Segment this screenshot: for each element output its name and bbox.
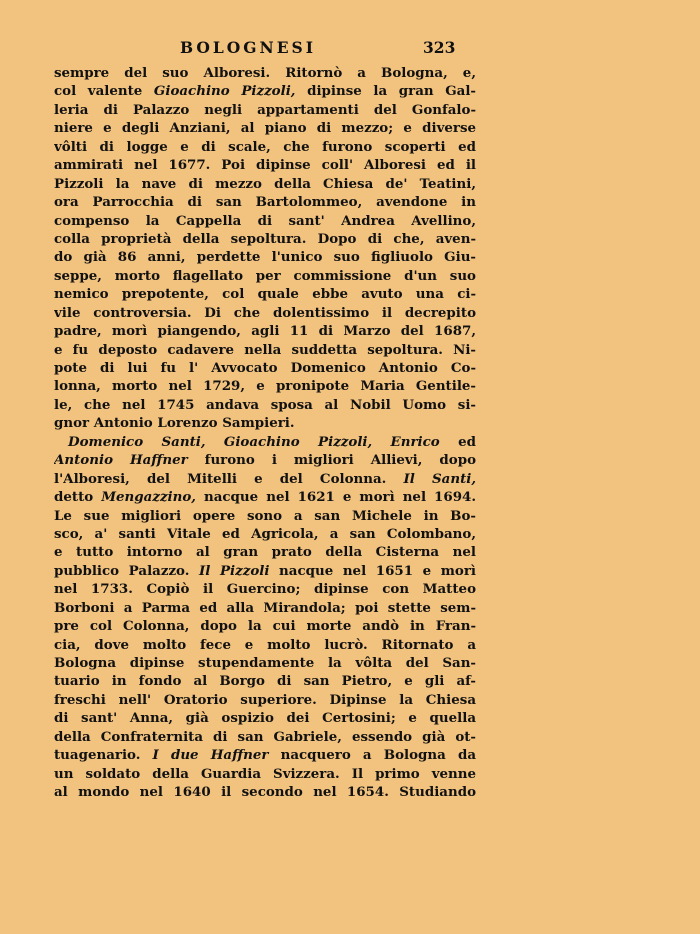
text-segment: nacque nel 1651 e morì [269, 562, 476, 579]
text-line [54, 617, 476, 635]
italic-name-segment: I due Haffner [152, 747, 269, 764]
italic-name-segment: Gioachino Pizzoli, [153, 83, 296, 100]
text-segment: niere e degli Anziani, al piano di mezzo; e diverse [54, 120, 476, 137]
text-line [54, 599, 476, 617]
text-line [54, 101, 476, 119]
text-segment: nacque nel 1621 e morì nel 1694. [195, 489, 476, 506]
text-line [54, 654, 476, 672]
text-line [54, 672, 476, 690]
text-line [54, 488, 476, 506]
text-segment: Le sue migliori opere sono a san Michele in Bo- [54, 507, 476, 524]
text-segment: Bologna dipinse stupendamente la vôlta del San- [54, 655, 476, 671]
text-segment: ammirati nel 1677. Poi dipinse coll' Alboresi ed il [54, 157, 476, 174]
text-segment: ora Parrocchia di san Bartolommeo, avendone in [54, 194, 476, 211]
text-segment: padre, morì piangendo, agli 11 di Marzo del 1687, [54, 323, 476, 340]
text-line [54, 267, 476, 285]
text-line [54, 322, 476, 340]
italic-name-segment: Mengazzino, [101, 489, 196, 506]
text-line [54, 248, 476, 266]
italic-name-segment: Il Santi, [403, 470, 476, 487]
text-segment: do già 86 anni, perdette l'unico suo figliuolo Giu- [54, 249, 476, 266]
text-segment: della Confraternita di san Gabriele, essendo già ot- [54, 728, 476, 745]
text-line [54, 230, 476, 248]
text-segment: e fu deposto cadavere nella suddetta sepoltura. Ni- [54, 341, 476, 358]
text-body [54, 64, 476, 802]
text-segment: e tutto intorno al gran prato della Cisterna nel [54, 544, 476, 561]
text-line [54, 359, 476, 377]
text-segment: tuagenario. [54, 747, 153, 764]
text-line [54, 138, 476, 156]
text-segment: seppe, morto flagellato per commissione d'un suo [54, 267, 476, 284]
text-segment: freschi nell' Oratorio superiore. Dipinse la Chiesa [54, 691, 476, 708]
text-line [54, 82, 476, 100]
text-segment: nacquero a Bologna da [268, 747, 476, 764]
text-segment: Pizzoli la nave di mezzo della Chiesa de' Teatini, [54, 175, 476, 192]
text-segment: vile controversia. Di che dolentissimo il decrepito [54, 304, 476, 321]
text-segment: un soldato della Guardia Svizzera. Il primo venne [54, 765, 476, 782]
text-line [54, 525, 476, 543]
text-line [54, 746, 476, 764]
text-segment: dipinse la gran Gal- [295, 83, 476, 100]
text-segment: le, che nel 1745 andava sposa al Nobil Uomo si- [54, 396, 476, 413]
text-line [54, 433, 476, 451]
text-line [54, 783, 476, 801]
text-line [54, 212, 476, 230]
text-line [54, 451, 476, 469]
text-line [54, 636, 476, 654]
text-line [54, 64, 476, 82]
text-segment: nel 1733. Copiò il Guercino; dipinse con Matteo [54, 581, 476, 598]
text-segment: pubblico Palazzo. [54, 562, 200, 579]
text-line [54, 562, 476, 580]
text-segment: sempre del suo Alboresi. Ritornò a Bologna, e, [54, 65, 476, 81]
text-segment: col valente [54, 83, 154, 100]
text-segment: al mondo nel 1640 il secondo nel 1654. Studiando [54, 784, 476, 801]
text-line [54, 304, 476, 322]
text-line [54, 580, 476, 598]
text-line [54, 156, 476, 174]
text-segment: l'Alboresi, del Mitelli e del Colonna. [54, 470, 404, 487]
book-page [54, 36, 476, 802]
text-line [54, 691, 476, 709]
text-segment: di sant' Anna, già ospizio dei Certosini; e quella [54, 710, 476, 727]
text-line [54, 414, 476, 432]
text-line [54, 507, 476, 525]
text-line [54, 341, 476, 359]
italic-name-segment: Antonio Haffner [54, 452, 188, 469]
text-segment: pote di lui fu l' Avvocato Domenico Antonio Co- [54, 360, 476, 376]
text-segment: cia, dove molto fece e molto lucrò. Ritornato a [54, 636, 476, 653]
text-segment: vôlti di logge e di scale, che furono scoperti ed [54, 138, 476, 155]
text-line [54, 709, 476, 727]
text-segment: pre col Colonna, dopo la cui morte andò in Fran- [54, 618, 476, 635]
text-segment: Borboni a Parma ed alla Mirandola; poi stette sem- [54, 599, 476, 616]
text-line [54, 285, 476, 303]
text-line [54, 470, 476, 488]
text-segment: gnor Antonio Lorenzo Sampieri. [54, 415, 295, 432]
page-number: 323 [423, 38, 456, 57]
text-line [54, 175, 476, 193]
text-segment: leria di Palazzo negli appartamenti del Gonfalo- [54, 101, 476, 118]
text-segment: sco, a' santi Vitale ed Agricola, a san Colombano, [54, 525, 476, 542]
text-segment: tuario in fondo al Borgo di san Pietro, e gli af- [54, 673, 476, 690]
text-segment: detto [54, 489, 102, 506]
text-segment: colla proprietà della sepoltura. Dopo di che, aven- [54, 230, 476, 247]
text-segment: compenso la Cappella di sant' Andrea Avellino, [54, 212, 476, 229]
italic-name-segment: Il Pizzoli [199, 562, 270, 579]
italic-name-segment: Domenico Santi, Gioachino Pizzoli, Enrico [68, 433, 440, 450]
text-line [54, 119, 476, 137]
text-line [54, 765, 476, 783]
text-segment: lonna, morto nel 1729, e pronipote Maria Gentile- [54, 378, 476, 395]
text-segment: furono i migliori Allievi, dopo [187, 452, 476, 469]
text-segment: ed [439, 433, 476, 450]
text-line [54, 396, 476, 414]
page-header [54, 36, 476, 60]
text-line [54, 543, 476, 561]
text-line [54, 728, 476, 746]
text-segment: nemico prepotente, col quale ebbe avuto una ci- [54, 286, 476, 303]
text-line [54, 377, 476, 395]
running-title: BOLOGNESI [180, 38, 316, 57]
text-line [54, 193, 476, 211]
